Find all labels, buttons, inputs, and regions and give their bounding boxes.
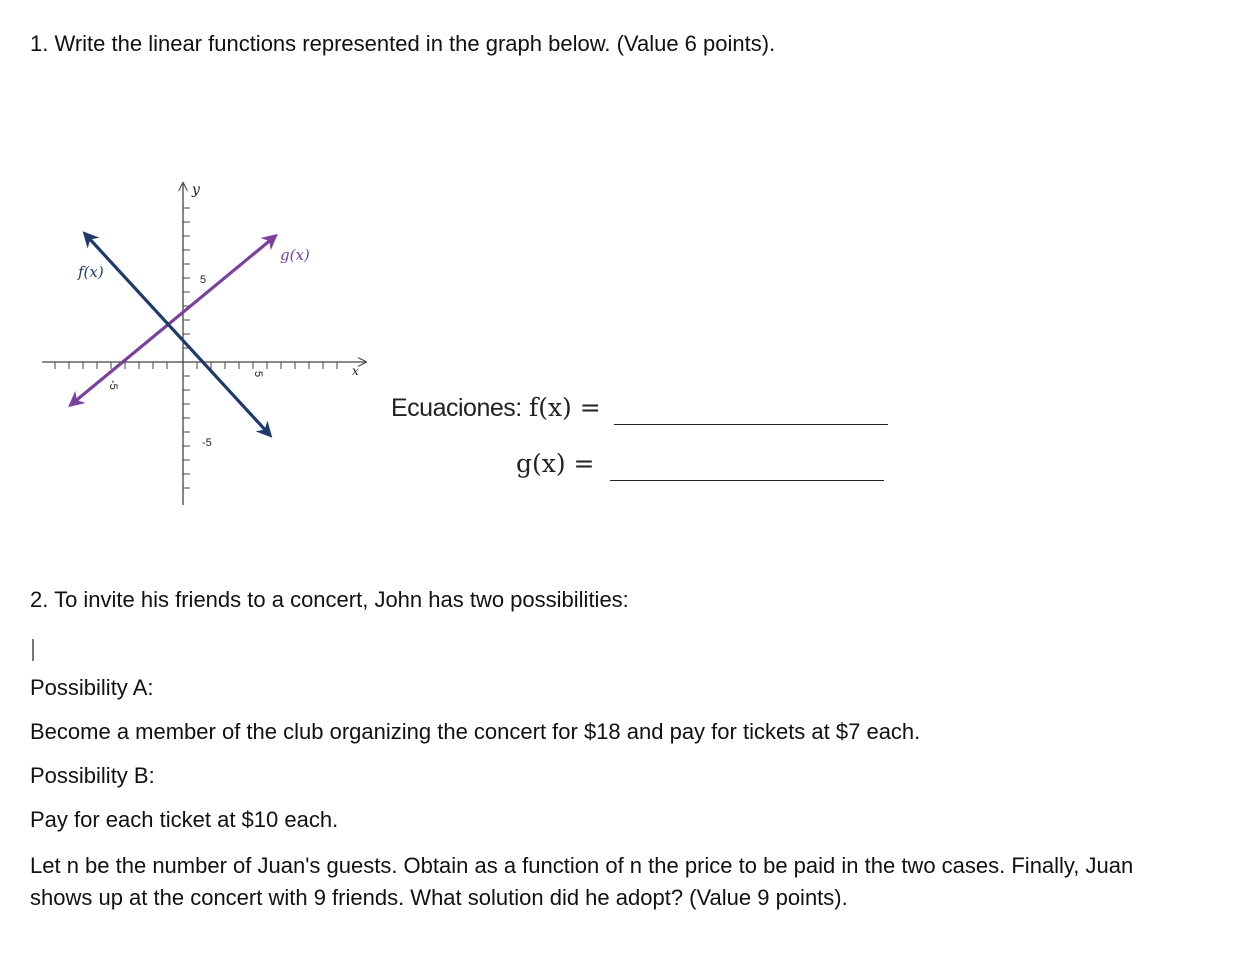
x-axis-label: x xyxy=(352,364,359,378)
possibility-b-label: Possibility B: xyxy=(30,763,155,788)
text-cursor xyxy=(32,639,34,661)
g-label: g(x) xyxy=(280,246,310,264)
equation-g-row xyxy=(516,447,595,480)
possibility-b-text: Pay for each ticket at $10 each. xyxy=(30,807,339,832)
question-2-intro: 2. To invite his friends to a concert, John has two possibilities: xyxy=(30,587,629,612)
equation-f-answer-line[interactable] xyxy=(614,424,888,425)
final-question-line-2: shows up at the concert with 9 friends. What solution did he adopt? (Value 9 points). xyxy=(30,885,848,910)
equation-g-label: g(x) = xyxy=(516,449,595,478)
possibility-a-text: Become a member of the club organizing the concert for $18 and pay for tickets at $7 each. xyxy=(30,719,921,744)
x-tick-label-neg5: -5 xyxy=(107,380,119,390)
y-tick-label-5: 5 xyxy=(200,274,207,286)
question-1-text: 1. Write the linear functions represented in the graph below. (Value 6 points). xyxy=(30,31,776,56)
x-tick-label-5: 5 xyxy=(252,371,264,378)
y-tick-label-neg5: -5 xyxy=(202,437,212,449)
final-question-line-1: Let n be the number of Juan's guests. Obtain as a function of n the price to be paid in the two cases. Finally, Juan xyxy=(30,853,1134,878)
f-label: f(x) xyxy=(78,263,104,281)
equation-g-answer-line[interactable] xyxy=(610,480,884,481)
x-axis-ticks xyxy=(55,362,337,369)
possibility-a-label: Possibility A: xyxy=(30,675,154,700)
equation-f-label: f(x) = xyxy=(528,393,601,422)
y-axis-label: y xyxy=(192,182,200,198)
linear-functions-graph xyxy=(30,170,380,520)
equation-f-row xyxy=(391,391,601,424)
equations-prefix: Ecuaciones: xyxy=(391,394,522,422)
